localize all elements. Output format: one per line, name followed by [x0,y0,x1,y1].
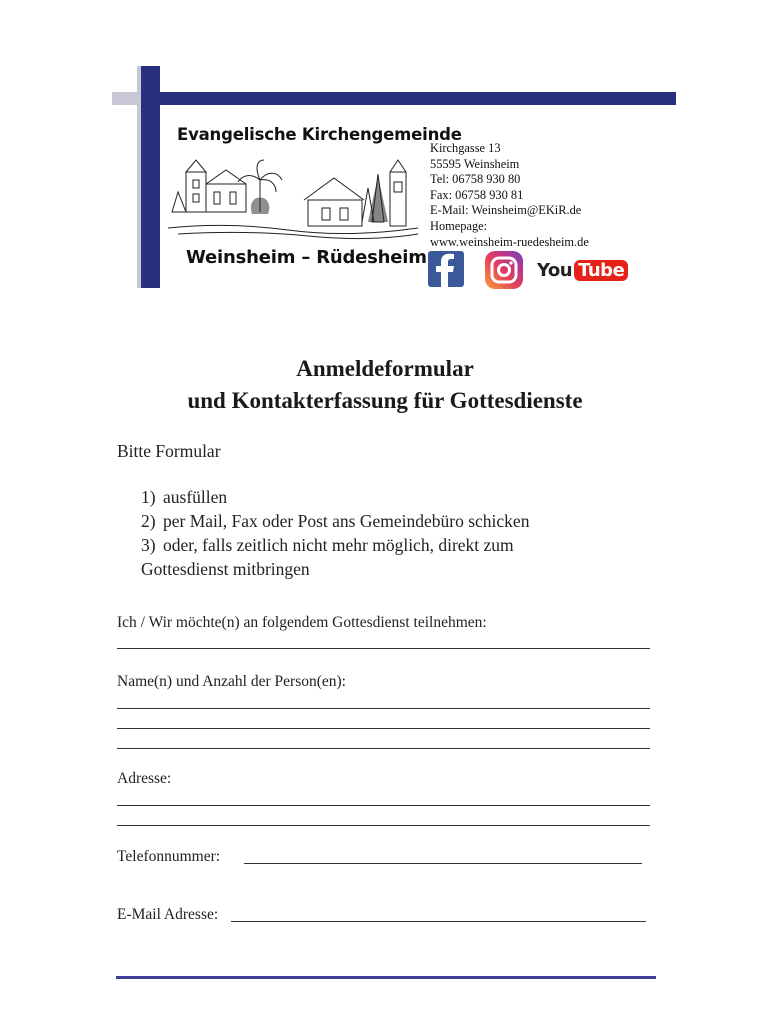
logo-horizontal-bar [160,92,676,105]
address-field-line-1[interactable] [117,805,650,806]
youtube-tube-badge: Tube [574,260,628,281]
service-label: Ich / Wir möchte(n) an folgendem Gottesdienst teilnehmen: [117,614,487,631]
contact-block [430,141,589,250]
step-text: per Mail, Fax oder Post ans Gemeindebüro schicken [163,511,530,531]
service-field-line[interactable] [117,648,650,649]
step-item [141,509,529,533]
step-number: 3) [141,535,156,555]
phone-label: Telefonnummer: [117,848,221,865]
step-continuation: Gottesdienst mitbringen [141,559,310,579]
contact-homepage-label: Homepage: [430,218,488,233]
instagram-icon[interactable] [485,251,523,289]
logo-vertical-bar [141,66,160,288]
contact-city: 55595 Weinsheim [430,156,520,171]
org-subtitle: Weinsheim – Rüdesheim [186,247,427,268]
step-item [141,533,529,557]
names-field-line-3[interactable] [117,748,650,749]
footer-divider [116,976,656,979]
step-number: 1) [141,487,156,507]
address-label: Adresse: [117,770,172,787]
email-field-line[interactable] [231,921,646,922]
step-text: ausfüllen [163,487,228,507]
names-label: Name(n) und Anzahl der Person(en): [117,673,346,690]
contact-fax: Fax: 06758 930 81 [430,187,524,202]
contact-email: E-Mail: Weinsheim@EKiR.de [430,203,582,218]
names-field-line-1[interactable] [117,708,650,709]
phone-field-line[interactable] [244,863,642,864]
names-field-line-2[interactable] [117,728,650,729]
address-field-line-2[interactable] [117,825,650,826]
step-item [141,485,529,509]
intro-text: Bitte Formular [117,441,221,461]
steps-list [141,485,529,581]
youtube-icon[interactable] [537,257,628,283]
contact-homepage-url[interactable]: www.weinsheim-ruedesheim.de [430,234,589,249]
form-title-line1: Anmeldeformular [296,356,474,381]
church-illustration [168,152,420,240]
youtube-you-text: You [537,259,573,281]
org-title: Evangelische Kirchengemeinde [177,125,462,144]
email-label: E-Mail Adresse: [117,906,219,923]
contact-phone: Tel: 06758 930 80 [430,172,521,187]
contact-street: Kirchgasse 13 [430,141,501,155]
facebook-icon[interactable] [428,251,464,287]
step-number: 2) [141,511,156,531]
form-title-line2: und Kontakterfassung für Gottesdienste [187,388,583,413]
step-text: oder, falls zeitlich nicht mehr möglich, direkt zum [163,535,514,555]
